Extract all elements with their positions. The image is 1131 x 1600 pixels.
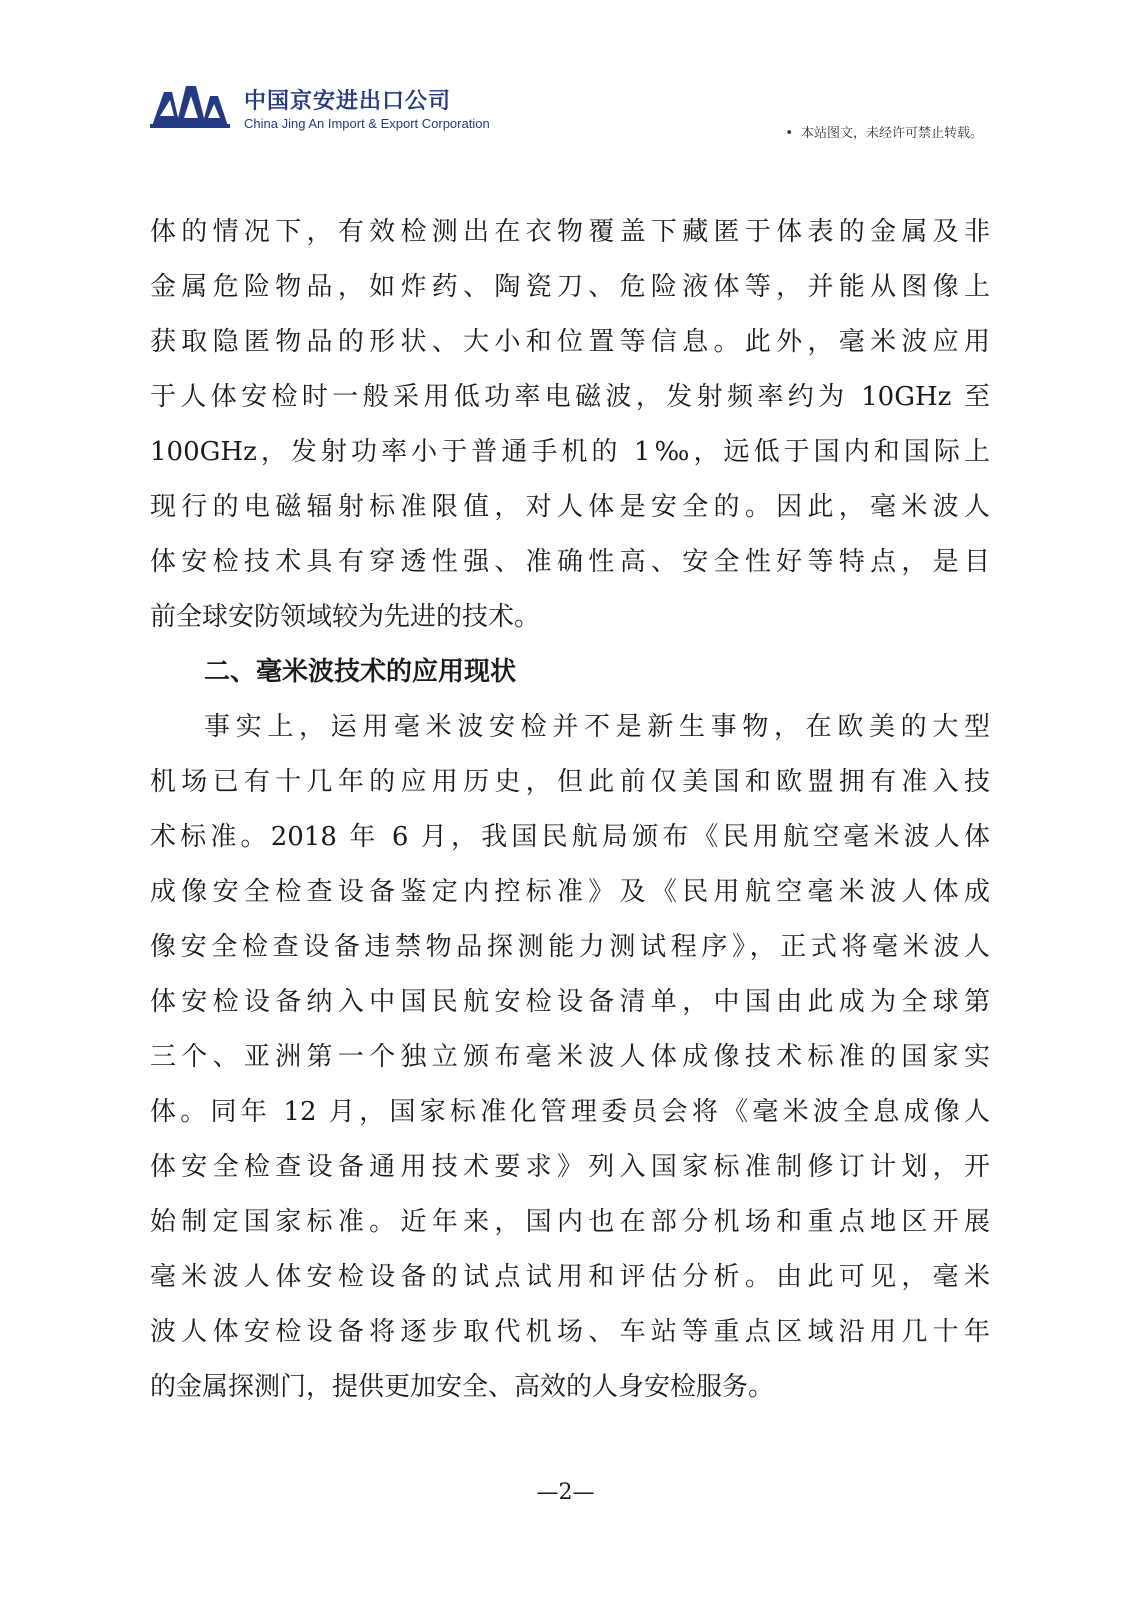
text-line: 毫米波人体安检设备的试点试用和评估分析。由此可见，毫米 bbox=[150, 1262, 990, 1292]
company-name-english: China Jing An Import & Export Corporation bbox=[244, 116, 490, 131]
text-line: 获取隐匿物品的形状、大小和位置等信息。此外，毫米波应用 bbox=[150, 327, 990, 357]
text-line: 100GHz，发射功率小于普通手机的 1‰，远低于国内和国际上 bbox=[150, 437, 990, 467]
notice-bullet: • bbox=[785, 126, 793, 141]
text-line: 体安检设备纳入中国民航安检设备清单，中国由此成为全球第 bbox=[150, 987, 990, 1017]
text-line: 始制定国家标准。近年来，国内也在部分机场和重点地区开展 bbox=[150, 1207, 990, 1237]
text-line: 术标准。2018 年 6 月，我国民航局颁布《民用航空毫米波人体 bbox=[150, 822, 990, 852]
text-line: 事实上，运用毫米波安检并不是新生事物，在欧美的大型 bbox=[204, 712, 990, 742]
text-line: 机场已有十几年的应用历史，但此前仅美国和欧盟拥有准入技 bbox=[150, 767, 990, 797]
company-name-chinese: 中国京安进出口公司 bbox=[244, 89, 452, 114]
text-line: 前全球安防领域较为先进的技术。 bbox=[150, 602, 541, 632]
text-line: 体。同年 12 月，国家标准化管理委员会将《毫米波全息成像人 bbox=[150, 1097, 990, 1127]
text-line: 波人体安检设备将逐步取代机场、车站等重点区域沿用几十年 bbox=[150, 1317, 990, 1347]
paragraph-1 bbox=[150, 205, 990, 645]
document-header bbox=[0, 0, 1131, 150]
text-line: 现行的电磁辐射标准限值，对人体是安全的。因此，毫米波人 bbox=[150, 492, 990, 522]
text-line: 像安全检查设备违禁物品探测能力测试程序》，正式将毫米波人 bbox=[150, 932, 990, 962]
document-body bbox=[150, 205, 990, 1415]
notice-text: 本站图文，未经许可禁止转载。 bbox=[800, 126, 983, 141]
text-line: 于人体安检时一般采用低功率电磁波，发射频率约为 10GHz 至 bbox=[150, 382, 990, 412]
text-line: 体安检技术具有穿透性强、准确性高、安全性好等特点，是目 bbox=[150, 547, 990, 577]
text-line: 金属危险物品，如炸药、陶瓷刀、危险液体等，并能从图像上 bbox=[150, 272, 990, 302]
text-line: 体的情况下，有效检测出在衣物覆盖下藏匿于体表的金属及非 bbox=[150, 217, 990, 247]
chinese-building-logo-icon bbox=[150, 82, 230, 128]
section-heading: 二、毫米波技术的应用现状 bbox=[204, 657, 517, 687]
page-number: —2— bbox=[536, 1480, 595, 1505]
text-line: 成像安全检查设备鉴定内控标准》及《民用航空毫米波人体成 bbox=[150, 877, 990, 907]
text-line: 体安全检查设备通用技术要求》列入国家标准制修订计划，开 bbox=[150, 1152, 990, 1182]
paragraph-2 bbox=[150, 700, 990, 1415]
copyright-notice bbox=[785, 122, 983, 141]
text-line: 三个、亚洲第一个独立颁布毫米波人体成像技术标准的国家实 bbox=[150, 1042, 990, 1072]
text-line: 的金属探测门，提供更加安全、高效的人身安检服务。 bbox=[150, 1372, 775, 1402]
